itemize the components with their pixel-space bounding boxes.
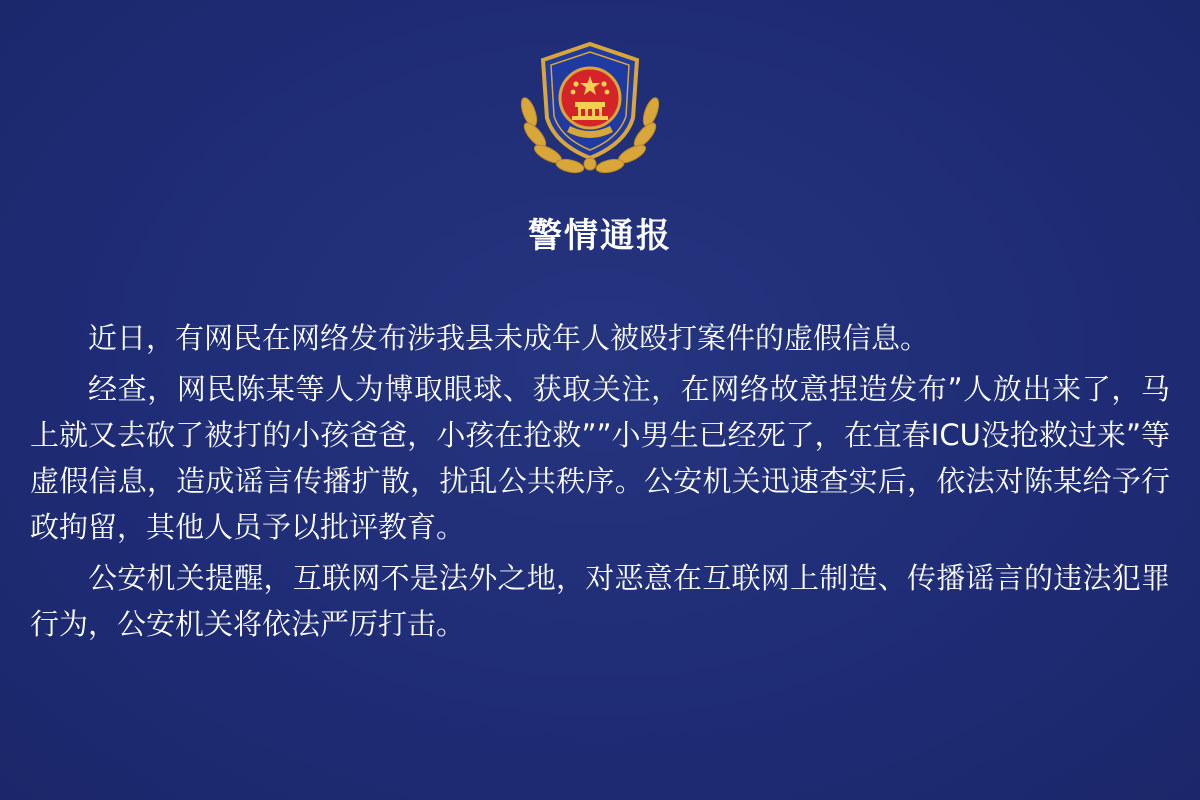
notice-body: [30, 315, 1170, 647]
police-badge-icon: [515, 40, 665, 180]
notice-paragraph: 公安机关提醒，互联网不是法外之地，对恶意在互联网上制造、传播谣言的违法犯罪行为，公安机关将依法严厉打击。: [30, 561, 1170, 641]
notice-paragraph: 经查，网民陈某等人为博取眼球、获取关注，在网络故意捏造发布”人放出来了，马上就又去砍了被打的小孩爸爸，小孩在抢救””小男生已经死了，在宜春ICU没抢救过来”等虚假信息，造成谣言传播扩散，扰乱公共秩序。公安机关迅速查实后，依法对陈某给予行政拘留，其他人员予以批评教育。: [30, 372, 1170, 544]
notice-title: 警情通报: [528, 216, 672, 256]
notice-paragraph: 近日，有网民在网络发布涉我县未成年人被殴打案件的虚假信息。: [88, 321, 930, 355]
